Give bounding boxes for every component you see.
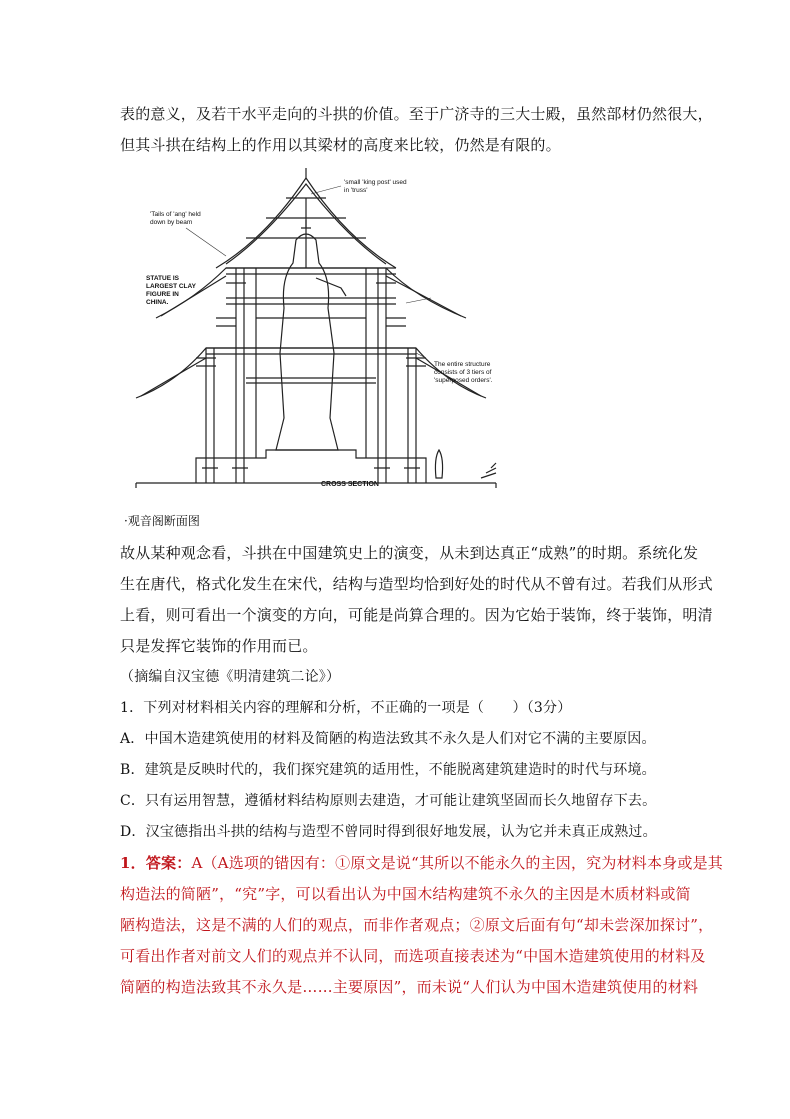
option-d: D．汉宝德指出斗拱的结构与造型不曾同时得到很好地发展，认为它并未真正成熟过。 bbox=[120, 824, 657, 840]
figure-label-tails: 'Tails of 'ang' held bbox=[150, 211, 201, 218]
option-a: A．中国木造建筑使用的材料及简陋的构造法致其不永久是人们对它不满的主要原因。 bbox=[120, 731, 656, 747]
answer-line: 可看出作者对前文人们的观点并不认同，而选项直接表述为“中国木造建筑使用的材料及 bbox=[120, 947, 706, 965]
figure-label-cross-section: CROSS SECTION bbox=[321, 481, 379, 488]
paragraph-line: 表的意义，及若干水平走向的斗拱的价值。至于广济寺的三大士殿，虽然部材仍然很大， bbox=[120, 105, 713, 123]
paragraph-line: 故从某种观念看，斗拱在中国建筑史上的演变，从未到达真正“成熟”的时期。系统化发 bbox=[120, 544, 699, 562]
paragraph-line: 只是发挥它装饰的作用而已。 bbox=[120, 637, 318, 655]
svg-text:'superposed orders'.: 'superposed orders'. bbox=[434, 377, 493, 384]
option-c: C．只有运用智慧，遵循材料结构原则去建造，才可能让建筑坚固而长久地留存下去。 bbox=[120, 793, 657, 809]
paragraph-line: 生在唐代，格式化发生在宋代，结构与造型均恰到好处的时代从不曾有过。若我们从形式 bbox=[120, 575, 713, 593]
svg-text:CHINA.: CHINA. bbox=[146, 299, 169, 306]
svg-text:in 'truss': in 'truss' bbox=[344, 187, 368, 194]
figure-caption: ·观音阁断面图 bbox=[124, 514, 200, 528]
paragraph-line: 但其斗拱在结构上的作用以其梁材的高度来比较，仍然是有限的。 bbox=[120, 136, 561, 154]
svg-text:LARGEST CLAY: LARGEST CLAY bbox=[146, 283, 196, 290]
svg-text:consists of 3 tiers of: consists of 3 tiers of bbox=[434, 369, 492, 376]
paragraph-line: 上看，则可看出一个演变的方向，可能是尚算合理的。因为它始于装饰，终于装饰，明清 bbox=[120, 606, 713, 624]
figure-label-entire: The entire structure bbox=[434, 361, 491, 368]
figure-label-kingpost: 'small 'king post' used bbox=[344, 179, 407, 186]
svg-text:FIGURE IN: FIGURE IN bbox=[146, 291, 179, 298]
pavilion-cross-section-figure bbox=[116, 168, 516, 496]
svg-text:down by beam: down by beam bbox=[150, 219, 193, 226]
question-stem: 1．下列对材料相关内容的理解和分析，不正确的一项是（ ）（3分） bbox=[120, 700, 572, 716]
answer-label: 1．答案： bbox=[120, 854, 192, 872]
answer-line: 1．答案：A（A选项的错因有：①原文是说“其所以不能永久的主因，究为材料本身或是其 bbox=[120, 854, 723, 872]
answer-line: 构造法的简陋”，“究”字，可以看出认为中国木结构建筑不永久的主因是木质材料或简 bbox=[120, 885, 691, 903]
figure-label-statue: STATUE IS bbox=[146, 275, 179, 282]
answer-line: 陋构造法，这是不满的人们的观点，而非作者观点；②原文后面有句“却未尝深加探讨”， bbox=[120, 916, 714, 934]
answer-line: 简陋的构造法致其不永久是……主要原因”，而未说“人们认为中国木造建筑使用的材料 bbox=[120, 978, 699, 996]
source-citation: （摘编自汉宝德《明清建筑二论》） bbox=[120, 669, 341, 685]
option-b: B．建筑是反映时代的，我们探究建筑的适用性，不能脱离建筑建造时的时代与环境。 bbox=[120, 762, 656, 778]
